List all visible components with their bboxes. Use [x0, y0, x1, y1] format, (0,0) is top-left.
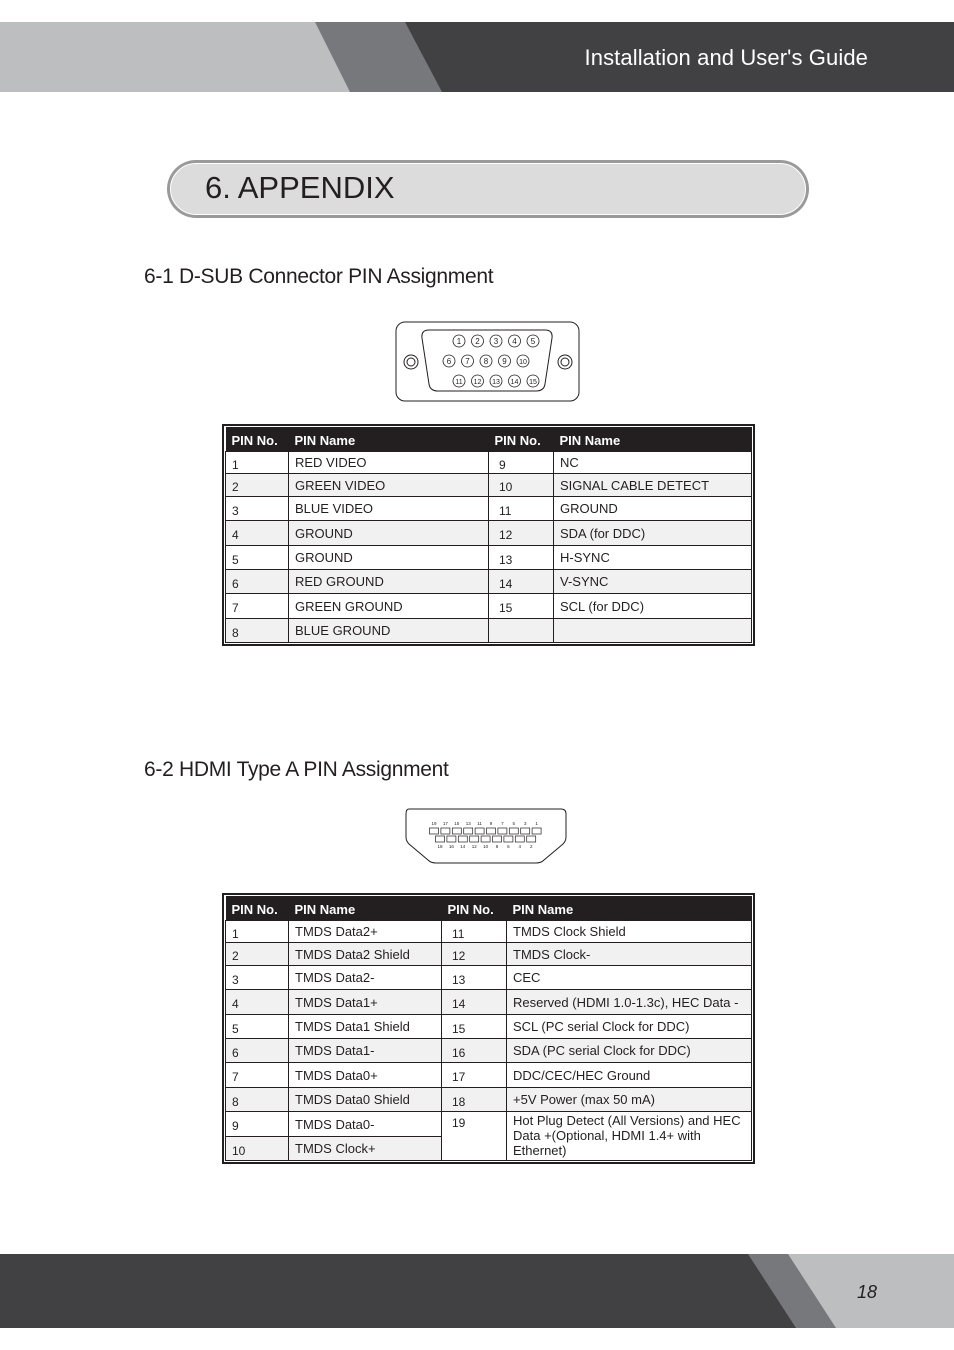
pin-name-cell: TMDS Clock- [507, 943, 752, 966]
pin-number-cell: 14 [442, 990, 507, 1015]
pin-name-cell: TMDS Data1- [289, 1039, 442, 1063]
pin-number-cell: 2 [226, 474, 289, 497]
hdmi-pin-label: 3 [523, 821, 527, 826]
pin-name-cell: TMDS Data0 Shield [289, 1088, 442, 1112]
footer-band [0, 1254, 954, 1328]
pin-name-cell: TMDS Data0- [289, 1112, 442, 1137]
table-row [226, 474, 752, 497]
pin-name-cell: SDA (PC serial Clock for DDC) [507, 1039, 752, 1063]
hdmi-pin-contact [515, 836, 524, 842]
hdmi-pin-label: 15 [454, 821, 460, 826]
pin-number-cell: 1 [226, 452, 289, 474]
pin-number-cell: 9 [489, 452, 554, 474]
table-row [226, 619, 752, 643]
hdmi-pin-contact [447, 836, 456, 842]
pin-number-cell: 3 [226, 497, 289, 521]
hdmi-pin-label: 2 [529, 844, 533, 849]
hdmi-pin-label: 18 [437, 844, 443, 849]
column-header: PIN Name [289, 896, 442, 921]
table-header-row [226, 896, 752, 921]
pin-number-cell: 16 [442, 1039, 507, 1063]
hdmi-pin-contact [504, 836, 513, 842]
pin-name-cell: TMDS Data2+ [289, 921, 442, 943]
pin-name-cell: GROUND [289, 521, 489, 546]
hdmi-pin-contact [470, 836, 479, 842]
table-row [226, 497, 752, 521]
pin-name-cell: TMDS Data0+ [289, 1063, 442, 1088]
section-title-hdmi: 6-2 HDMI Type A PIN Assignment [144, 758, 449, 781]
pin-number-cell: 7 [226, 1063, 289, 1088]
hdmi-pin-label: 13 [465, 821, 471, 826]
pin-name-cell: SCL (for DDC) [554, 594, 752, 619]
dsub-pin-label: 8 [483, 357, 489, 366]
column-header: PIN Name [289, 427, 489, 452]
dsub-pin-label: 5 [530, 337, 536, 346]
hdmi-pin-contact [509, 828, 518, 834]
pin-number-cell: 15 [442, 1015, 507, 1039]
pin-number-cell: 8 [226, 1088, 289, 1112]
pin-name-cell: TMDS Data1+ [289, 990, 442, 1015]
hdmi-pin-label: 19 [431, 821, 437, 826]
pin-number-cell: 5 [226, 1015, 289, 1039]
dsub-pin-label: 7 [465, 357, 470, 366]
hdmi-pin-label: 10 [483, 844, 489, 849]
dsub-pin-label: 6 [446, 357, 452, 366]
column-header: PIN No. [226, 427, 289, 452]
table-row [226, 452, 752, 474]
pin-number-cell: 10 [489, 474, 554, 497]
pin-name-cell: SCL (PC serial Clock for DDC) [507, 1015, 752, 1039]
page-number: 18 [857, 1282, 878, 1302]
hdmi-pin-label: 6 [507, 844, 510, 849]
hdmi-pin-label: 9 [489, 821, 493, 826]
hdmi-pin-contact [452, 828, 461, 834]
table-row [226, 1063, 752, 1088]
hdmi-pin-contact [475, 828, 484, 834]
pin-name-cell: TMDS Data2 Shield [289, 943, 442, 966]
pin-number-cell: 10 [226, 1137, 289, 1161]
table-row [226, 1039, 752, 1063]
hdmi-pin-contact [464, 828, 473, 834]
hdmi-pin-label: 12 [471, 844, 477, 849]
pin-number-cell: 11 [489, 497, 554, 521]
hdmi-pin-label: 11 [477, 821, 482, 826]
dsub-pin-table [222, 424, 755, 646]
dsub-pin-label: 1 [456, 337, 462, 346]
table-row [226, 921, 752, 943]
pin-name-cell: TMDS Clock+ [289, 1137, 442, 1161]
pin-number-cell: 1 [226, 921, 289, 943]
pin-number-cell: 11 [442, 921, 507, 943]
pin-number-cell: 19 [442, 1112, 507, 1161]
pin-number-cell: 17 [442, 1063, 507, 1088]
pin-name-cell: NC [554, 452, 752, 474]
pin-number-cell [489, 619, 554, 643]
pin-name-cell: DDC/CEC/HEC Ground [507, 1063, 752, 1088]
pin-name-cell: H-SYNC [554, 546, 752, 570]
table-row [226, 1015, 752, 1039]
column-header: PIN No. [442, 896, 507, 921]
pin-name-cell: Hot Plug Detect (All Versions) and HEC Data +(Optional, HDMI 1.4+ with Ethernet) [507, 1112, 752, 1161]
pin-name-cell: TMDS Data2- [289, 966, 442, 990]
column-header: PIN No. [489, 427, 554, 452]
dsub-pin-label: 3 [493, 337, 499, 346]
pin-number-cell: 12 [489, 521, 554, 546]
pin-name-cell: TMDS Data1 Shield [289, 1015, 442, 1039]
hdmi-pin-contact [521, 828, 530, 834]
table-row [226, 966, 752, 990]
table-row [226, 1112, 752, 1137]
dsub-pin-label: 14 [510, 379, 519, 386]
hdmi-pin-label: 7 [501, 821, 504, 826]
pin-name-cell: GROUND [554, 497, 752, 521]
hdmi-pin-contact [458, 836, 467, 842]
column-header: PIN No. [226, 896, 289, 921]
pin-name-cell: BLUE GROUND [289, 619, 489, 643]
pin-number-cell: 6 [226, 1039, 289, 1063]
dsub-pin-label: 13 [492, 379, 500, 386]
pin-name-cell: CEC [507, 966, 752, 990]
hdmi-pin-contact [481, 836, 490, 842]
table-row [226, 990, 752, 1015]
dsub-pin-label: 15 [529, 379, 537, 386]
pin-name-cell: +5V Power (max 50 mA) [507, 1088, 752, 1112]
hdmi-pin-label: 5 [512, 821, 516, 826]
hdmi-pin-label: 16 [448, 844, 454, 849]
pin-number-cell: 14 [489, 570, 554, 594]
pin-name-cell: SIGNAL CABLE DETECT [554, 474, 752, 497]
header-title: Installation and User's Guide [584, 45, 868, 70]
table-row [226, 943, 752, 966]
hdmi-pin-contact [441, 828, 450, 834]
table-row [226, 521, 752, 546]
hdmi-connector-diagram [403, 807, 569, 865]
pin-name-cell: SDA (for DDC) [554, 521, 752, 546]
hdmi-pin-contact [430, 828, 439, 834]
pin-name-cell: Reserved (HDMI 1.0-1.3c), HEC Data - [507, 990, 752, 1015]
hdmi-pin-contact [436, 836, 445, 842]
pin-number-cell: 8 [226, 619, 289, 643]
chapter-title: 6. APPENDIX [205, 170, 395, 205]
column-header: PIN Name [554, 427, 752, 452]
column-header: PIN Name [507, 896, 752, 921]
hdmi-pin-contact [527, 836, 536, 842]
pin-number-cell: 4 [226, 990, 289, 1015]
hdmi-pin-contact [532, 828, 541, 834]
pin-name-cell: GREEN GROUND [289, 594, 489, 619]
dsub-pin-label: 9 [502, 357, 507, 366]
pin-name-cell: BLUE VIDEO [289, 497, 489, 521]
pin-name-cell: GREEN VIDEO [289, 474, 489, 497]
pin-number-cell: 2 [226, 943, 289, 966]
hdmi-pin-label: 1 [535, 821, 538, 826]
pin-name-cell: GROUND [289, 546, 489, 570]
dsub-pin-label: 11 [455, 379, 463, 386]
table-row [226, 1088, 752, 1112]
hdmi-pin-label: 4 [518, 844, 522, 849]
dsub-pin-label: 12 [473, 379, 482, 386]
pin-name-cell: RED GROUND [289, 570, 489, 594]
pin-name-cell: V-SYNC [554, 570, 752, 594]
hdmi-pin-table [222, 893, 755, 1164]
pin-number-cell: 4 [226, 521, 289, 546]
hdmi-pin-contact [498, 828, 507, 834]
hdmi-pin-contact [493, 836, 502, 842]
hdmi-pin-contact [487, 828, 496, 834]
pin-number-cell: 6 [226, 570, 289, 594]
dsub-pin-label: 10 [519, 359, 527, 366]
dsub-connector-diagram [395, 321, 583, 403]
table-row [226, 546, 752, 570]
table-header-row [226, 427, 752, 452]
pin-number-cell: 13 [489, 546, 554, 570]
hdmi-pin-label: 17 [442, 821, 448, 826]
pin-number-cell: 5 [226, 546, 289, 570]
pin-name-cell: RED VIDEO [289, 452, 489, 474]
dsub-pin-label: 2 [475, 337, 480, 346]
pin-number-cell: 9 [226, 1112, 289, 1137]
pin-number-cell: 15 [489, 594, 554, 619]
pin-number-cell: 7 [226, 594, 289, 619]
pin-number-cell: 3 [226, 966, 289, 990]
hdmi-pin-label: 8 [495, 844, 499, 849]
pin-name-cell [554, 619, 752, 643]
pin-number-cell: 13 [442, 966, 507, 990]
table-row [226, 594, 752, 619]
hdmi-pin-label: 14 [460, 844, 466, 849]
pin-name-cell: TMDS Clock Shield [507, 921, 752, 943]
dsub-pin-label: 4 [512, 337, 517, 346]
pin-number-cell: 12 [442, 943, 507, 966]
pin-number-cell: 18 [442, 1088, 507, 1112]
table-row [226, 570, 752, 594]
section-title-dsub: 6-1 D-SUB Connector PIN Assignment [144, 265, 494, 288]
